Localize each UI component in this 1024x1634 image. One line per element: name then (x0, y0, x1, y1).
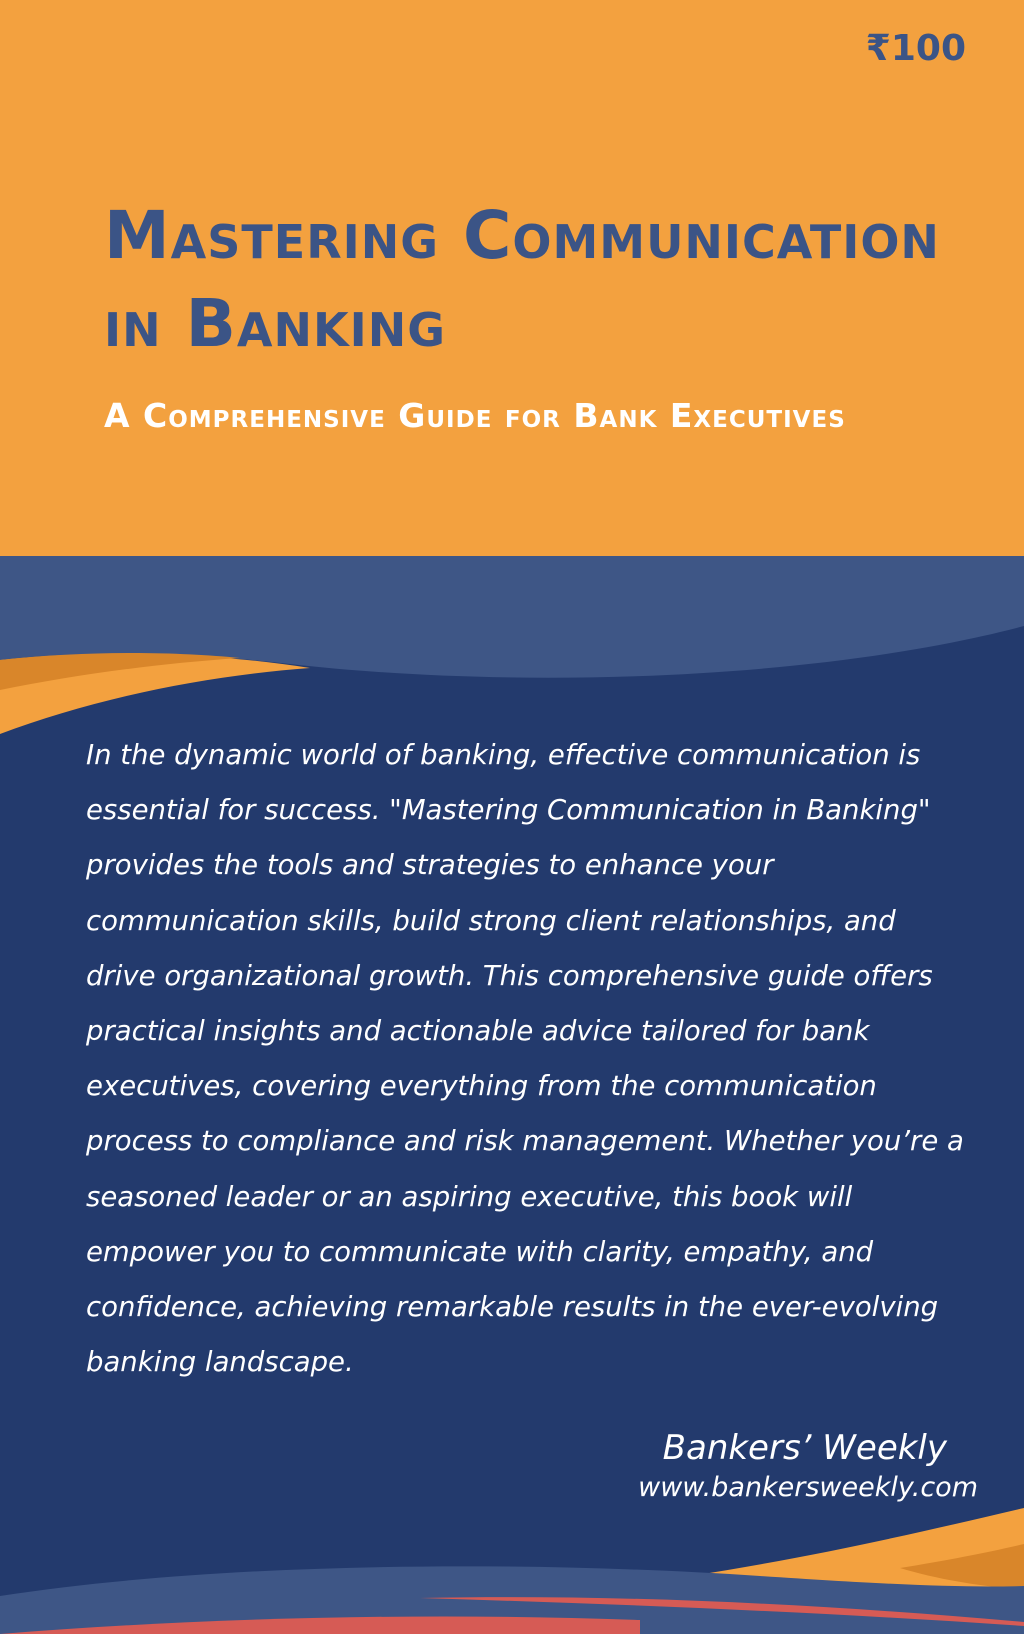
book-subtitle: A Comprehensive Guide for Bank Executives (104, 396, 846, 435)
book-description: In the dynamic world of banking, effective communication is essential for success. "Mastering Communication in Banking" provides the tools and strategies to enhance your communication skills, build strong client relationships, and drive organizational growth. This comprehensive guide offers practical insights and actionable advice tailored for bank executives, covering everything from the communication process to compliance and risk management. Whether you’re a seasoned leader or an aspiring executive, this book will empower you to communicate with clarity, empathy, and confidence, achieving remarkable results in the ever-evolving banking landscape. (86, 739, 964, 1379)
price-label: ₹100 (865, 28, 966, 69)
publisher-name: Bankers’ Weekly (662, 1428, 947, 1468)
book-title: Mastering Communication in Banking (104, 197, 940, 362)
publisher-website: www.bankersweekly.com (638, 1472, 978, 1503)
